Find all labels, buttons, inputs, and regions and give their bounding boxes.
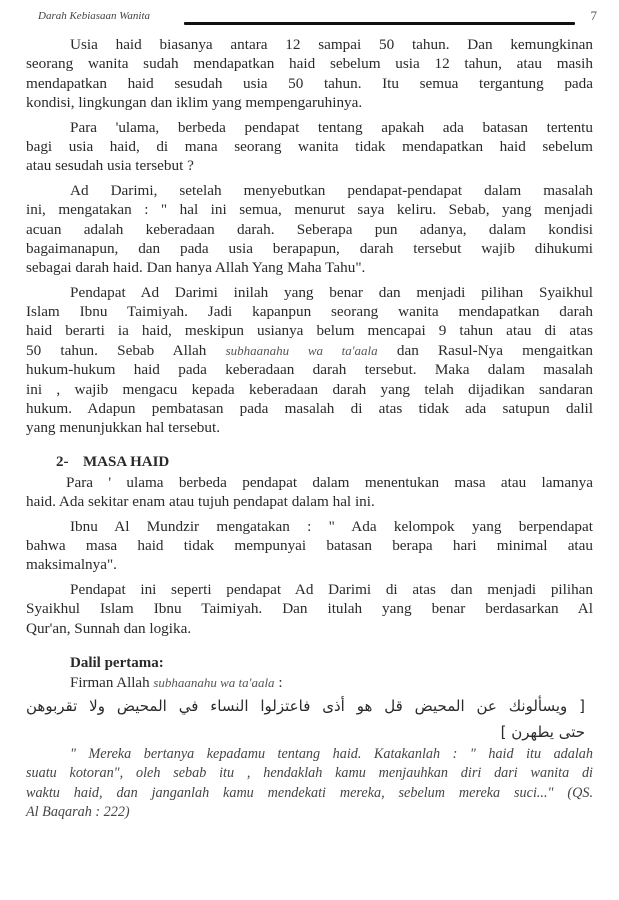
text-line: haid. Ada sekitar enam atau tujuh pendapat dalam hal ini. bbox=[26, 493, 375, 511]
italic-phrase: subhaanahu wa ta'aala bbox=[153, 674, 275, 690]
text-line: Qur'an, Sunnah dan logika. bbox=[26, 619, 192, 637]
page-body bbox=[26, 35, 593, 823]
paragraph-masa-haid bbox=[26, 473, 593, 512]
text-line: yang menunjukkan hal tersebut. bbox=[26, 419, 221, 437]
paragraph-ulama bbox=[26, 118, 593, 176]
text-span: 50 tahun. Sebab Allah bbox=[26, 341, 226, 359]
text-line: Usia haid biasanya antara 12 sampai 50 tahun. Dan kemungkinan bbox=[70, 36, 593, 53]
section-heading bbox=[56, 453, 593, 472]
text-line: acuan adalah keberadaan darah. Seberapa pun adanya, dalam kondisi bbox=[26, 220, 593, 238]
section-title: MASA HAID bbox=[83, 453, 170, 470]
italic-phrase: subhaanahu wa ta'aala bbox=[225, 342, 378, 358]
text-line: Al Baqarah : 222) bbox=[26, 804, 130, 821]
text-line: ini, mengatakan : " hal ini semua, menurut saya keliru. Sebab, yang menjadi bbox=[26, 201, 593, 219]
page-number: 7 bbox=[590, 8, 597, 23]
text-line: bagaimanapun, dan pada usia berapapun, darah tersebut wajib dihukumi bbox=[26, 239, 593, 257]
text-line bbox=[26, 341, 593, 360]
text-line: hukum-hukum haid pada keberadaan darah tersebut. Maka dalam masalah bbox=[26, 361, 593, 379]
text-line: maksimalnya". bbox=[26, 556, 117, 574]
text-line: hukum. Adapun pembatasan pada masalah di atas tidak ada satupun dalil bbox=[26, 400, 593, 418]
text-line: mendapatkan haid sesudah usia 50 tahun. Itu semua tergantung pada bbox=[26, 74, 593, 92]
paragraph-pendapat-ini bbox=[26, 580, 593, 638]
text-line: kondisi, lingkungan dan iklim yang mempengaruhinya. bbox=[26, 94, 363, 112]
firman-line bbox=[70, 673, 593, 693]
text-line: Pendapat Ad Darimi inilah yang benar dan menjadi pilihan Syaikhul bbox=[70, 283, 593, 301]
header-rule bbox=[184, 22, 575, 25]
text-span: Firman Allah bbox=[70, 674, 154, 691]
arabic-verse-line: حتى يطهرن ] bbox=[500, 722, 585, 741]
text-line: Syaikhul Islam Ibnu Taimiyah. Dan itulah yang benar berdasarkan Al bbox=[26, 600, 593, 618]
text-span: : bbox=[274, 674, 283, 691]
text-line: Para ' ulama berbeda pendapat dalam menentukan masa atau lamanya bbox=[66, 473, 593, 491]
paragraph-ad-darimi bbox=[26, 181, 593, 278]
dalil-heading: Dalil pertama: bbox=[70, 654, 164, 671]
text-line: " Mereka bertanya kepadamu tentang haid. Katakanlah : " haid itu adalah bbox=[70, 745, 593, 762]
text-line: Pendapat ini seperti pendapat Ad Darimi di atas dan menjadi pilihan bbox=[70, 580, 593, 598]
text-line: ini , wajib mengacu kepada keberadaan darah yang telah dijadikan sandaran bbox=[26, 380, 593, 398]
section-number: 2- bbox=[56, 453, 69, 470]
verse-translation bbox=[26, 745, 593, 823]
text-line: Para 'ulama, berbeda pendapat tentang apakah ada batasan tertentu bbox=[70, 118, 593, 136]
text-line: suatu kotoran", oleh sebab itu , hendaklah kamu menjauhkan diri dari wanita di bbox=[26, 765, 593, 782]
text-line: Ibnu Al Mundzir mengatakan : " Ada kelompok yang berpendapat bbox=[70, 517, 593, 535]
paragraph-ibnu-al-mundzir bbox=[26, 517, 593, 575]
book-title: Darah Kebiasaan Wanita bbox=[38, 10, 151, 22]
text-line: Islam Ibnu Taimiyah. Jadi kapanpun seorang wanita mendapatkan darah bbox=[26, 303, 593, 321]
text-line: atau sesudah usia tersebut ? bbox=[26, 157, 194, 175]
text-span: dan Rasul-Nya mengaitkan bbox=[377, 341, 594, 359]
text-line: Ad Darimi, setelah menyebutkan pendapat-pendapat dalam masalah bbox=[70, 181, 593, 199]
text-line: sebagai darah haid. Dan hanya Allah Yang Maha Tahu". bbox=[26, 259, 366, 277]
running-header bbox=[38, 8, 597, 26]
text-line: bagi usia haid, di mana seorang wanita tidak mendapatkan haid sebelum bbox=[26, 137, 593, 155]
arabic-verse-line: [ ويسألونك عن المحيض قل هو أذى فاعتزلوا النساء في المحيض ولا تقربوهن bbox=[26, 696, 585, 715]
paragraph-usia-haid bbox=[26, 35, 593, 113]
text-line: seorang wanita sudah mendapatkan haid sebelum usia 12 tahun, atau masih bbox=[26, 55, 593, 73]
text-line: haid berarti ia haid, meskipun usianya belum mencapai 9 tahun atau di atas bbox=[26, 322, 593, 340]
text-line: waktu haid, dan janganlah kamu mendekati mereka, sebelum mereka suci..." (QS. bbox=[26, 784, 593, 801]
text-line: bahwa masa haid tidak mempunyai batasan berapa hari minimal atau bbox=[26, 536, 593, 554]
paragraph-pendapat-ad-darimi bbox=[26, 283, 593, 438]
